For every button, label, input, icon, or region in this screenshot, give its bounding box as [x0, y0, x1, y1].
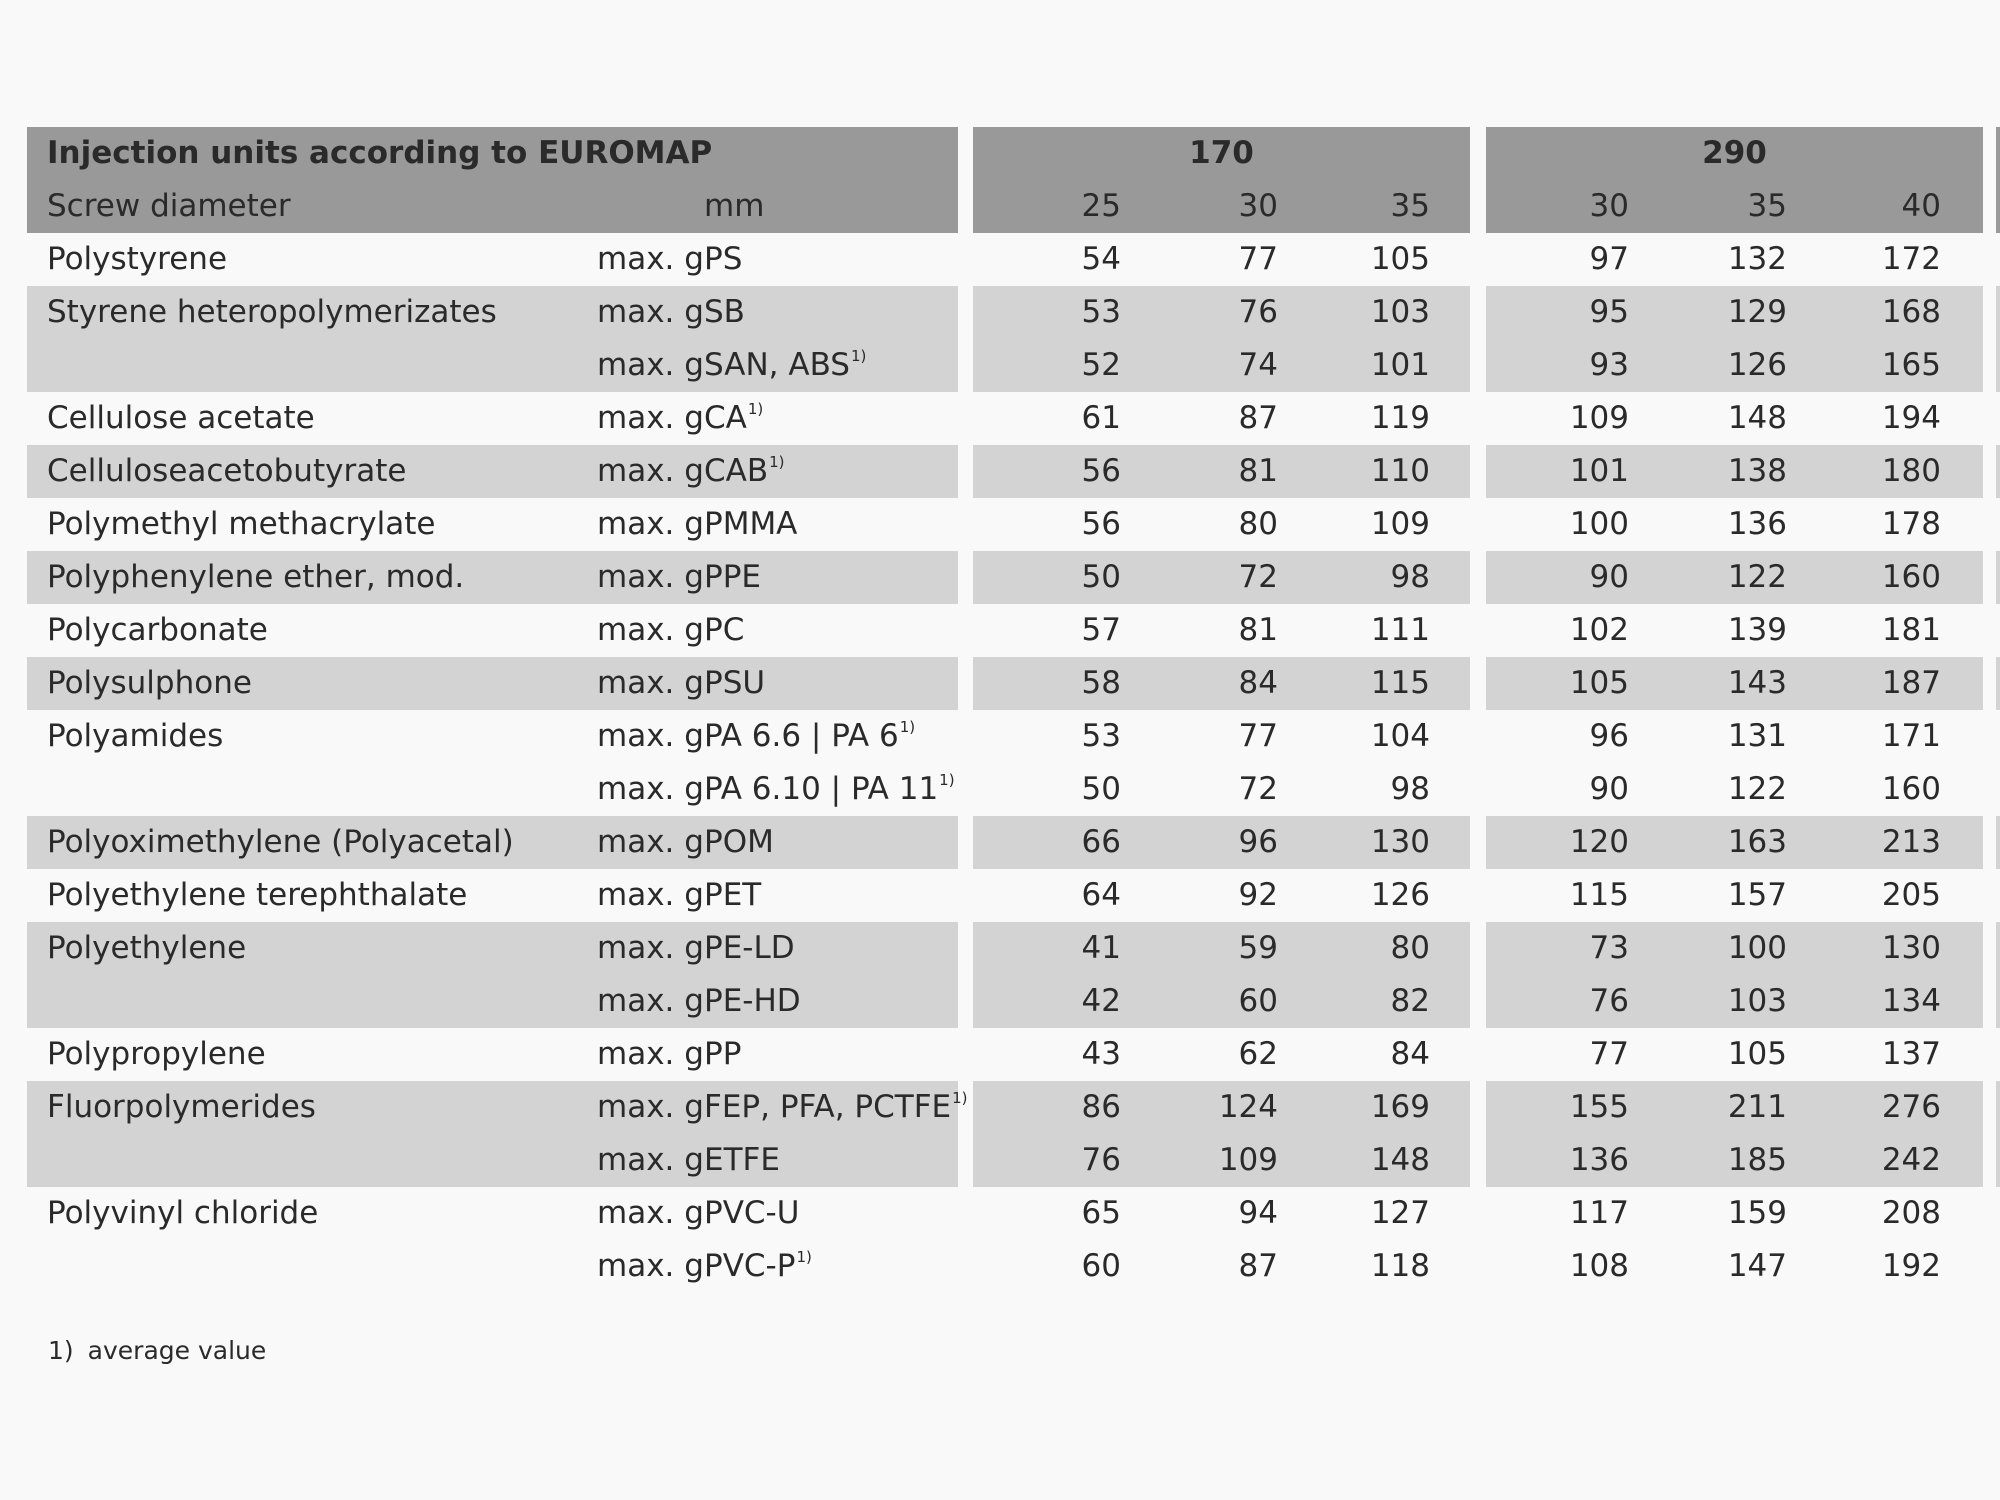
shot-weight-value: 109	[1370, 506, 1430, 542]
material-abbreviation: PS	[704, 241, 743, 277]
table-row	[27, 604, 2000, 657]
shot-weight-value: 143	[1727, 665, 1787, 701]
shot-weight-value: 137	[1881, 1036, 1941, 1072]
material-name: Polypropylene	[47, 1036, 266, 1072]
shot-weight-value: 181	[1881, 612, 1941, 648]
shot-weight-value: 134	[1881, 983, 1941, 1019]
shot-weight-value: 242	[1881, 1142, 1941, 1178]
shot-weight-value: 76	[1238, 294, 1278, 330]
max-g-label: max. g	[597, 1195, 704, 1231]
shot-weight-value: 126	[1370, 877, 1430, 913]
footnote-mark: 1)	[48, 1336, 74, 1365]
shot-weight-value: 81	[1238, 612, 1278, 648]
shot-weight-value: 72	[1238, 771, 1278, 807]
shot-weight-value: 95	[1589, 294, 1629, 330]
material-abbreviation: FEP, PFA, PCTFE	[704, 1089, 952, 1125]
shot-weight-value: 54	[1081, 241, 1121, 277]
shot-weight-value: 96	[1589, 718, 1629, 754]
shot-weight-value: 80	[1238, 506, 1278, 542]
screw-diameter-value: 35	[1390, 188, 1430, 224]
shot-weight-value: 119	[1370, 400, 1430, 436]
shot-weight-value: 59	[1238, 930, 1278, 966]
material-abbreviation: PVC-U	[704, 1195, 800, 1231]
shot-weight-value: 171	[1881, 718, 1941, 754]
shot-weight-value: 108	[1569, 1248, 1629, 1284]
shot-weight-value: 43	[1081, 1036, 1121, 1072]
shot-weight-value: 86	[1081, 1089, 1121, 1125]
footnote-reference: 1)	[796, 1248, 812, 1266]
material-abbreviation: CAB	[704, 453, 769, 489]
shot-weight-value: 276	[1881, 1089, 1941, 1125]
shot-weight-value: 187	[1881, 665, 1941, 701]
material-abbreviation: PA 6.10 | PA 11	[704, 771, 939, 807]
screw-diameter-unit: mm	[704, 188, 765, 224]
table-row	[27, 657, 2000, 710]
max-g-label: max. g	[597, 1142, 704, 1178]
shot-weight-value: 82	[1390, 983, 1430, 1019]
table-row	[27, 1187, 2000, 1240]
shot-weight-value: 192	[1881, 1248, 1941, 1284]
shot-weight-value: 92	[1238, 877, 1278, 913]
material-name: Polyethylene terephthalate	[47, 877, 468, 913]
shot-weight-value: 213	[1881, 824, 1941, 860]
table-row	[27, 922, 2000, 975]
shot-weight-value: 65	[1081, 1195, 1121, 1231]
shot-weight-value: 165	[1881, 347, 1941, 383]
footnote-reference: 1)	[850, 347, 867, 365]
material-abbreviation: PET	[704, 877, 762, 913]
material-abbreviation: ETFE	[704, 1142, 780, 1178]
max-g-label: max. g	[597, 506, 704, 542]
shot-weight-value: 104	[1370, 718, 1430, 754]
shot-weight-value: 117	[1569, 1195, 1629, 1231]
material-name: Polyoximethylene (Polyacetal)	[47, 824, 514, 860]
shot-weight-value: 97	[1589, 241, 1629, 277]
shot-weight-value: 126	[1727, 347, 1787, 383]
shot-weight-value: 74	[1238, 347, 1278, 383]
shot-weight-value: 118	[1370, 1248, 1430, 1284]
shot-weight-value: 53	[1081, 718, 1121, 754]
shot-weight-value: 148	[1727, 400, 1787, 436]
max-g-label: max. g	[597, 1089, 704, 1125]
shot-weight-value: 98	[1390, 559, 1430, 595]
material-name: Polymethyl methacrylate	[47, 506, 436, 542]
material-abbreviation: PVC-P	[704, 1248, 796, 1284]
footnote	[48, 1336, 266, 1365]
max-g-label: max. g	[597, 718, 704, 754]
shot-weight-value: 159	[1727, 1195, 1787, 1231]
table-body	[27, 233, 2000, 1293]
shot-weight-value: 93	[1589, 347, 1629, 383]
shot-weight-value: 136	[1727, 506, 1787, 542]
shot-weight-value: 73	[1589, 930, 1629, 966]
material-abbreviation-cell	[704, 1028, 741, 1081]
shot-weight-value: 147	[1727, 1248, 1787, 1284]
table-row	[27, 710, 2000, 763]
material-abbreviation: PE-HD	[704, 983, 801, 1019]
shot-weight-value: 148	[1370, 1142, 1430, 1178]
screw-diameter-label: Screw diameter	[47, 188, 291, 224]
footnote-reference: 1)	[769, 453, 785, 471]
footnote-reference: 1)	[939, 771, 955, 789]
table-row	[27, 498, 2000, 551]
shot-weight-value: 129	[1727, 294, 1787, 330]
material-name: Polyvinyl chloride	[47, 1195, 319, 1231]
shot-weight-value: 84	[1238, 665, 1278, 701]
shot-weight-value: 61	[1081, 400, 1121, 436]
shot-weight-value: 115	[1370, 665, 1430, 701]
shot-weight-value: 66	[1081, 824, 1121, 860]
material-name: Polystyrene	[47, 241, 228, 277]
screw-diameter-value: 40	[1901, 188, 1941, 224]
shot-weight-value: 115	[1569, 877, 1629, 913]
footnote-reference: 1)	[899, 718, 916, 736]
shot-weight-value: 76	[1589, 983, 1629, 1019]
max-g-label: max. g	[597, 1248, 704, 1284]
table-row	[27, 551, 2000, 604]
shot-weight-value: 101	[1370, 347, 1430, 383]
shot-weight-value: 130	[1370, 824, 1430, 860]
material-abbreviation: PC	[704, 612, 745, 648]
shot-weight-value: 110	[1370, 453, 1430, 489]
shot-weight-value: 101	[1569, 453, 1629, 489]
shot-weight-value: 155	[1569, 1089, 1629, 1125]
material-abbreviation-cell	[704, 286, 745, 339]
shot-weight-value: 111	[1370, 612, 1430, 648]
shot-weight-value: 90	[1589, 559, 1629, 595]
screw-diameter-value: 30	[1238, 188, 1278, 224]
material-name: Styrene heteropolymerizates	[47, 294, 497, 330]
shot-weight-value: 122	[1727, 559, 1787, 595]
footnote-reference: 1)	[747, 400, 764, 418]
material-abbreviation-cell	[704, 1134, 780, 1187]
shot-weight-value: 84	[1390, 1036, 1430, 1072]
material-name: Polyamides	[47, 718, 224, 754]
shot-weight-value: 72	[1238, 559, 1278, 595]
material-abbreviation-cell	[704, 1240, 812, 1293]
table-row	[27, 286, 2000, 339]
shot-weight-value: 56	[1081, 506, 1121, 542]
shot-weight-value: 160	[1881, 559, 1941, 595]
max-g-label: max. g	[597, 453, 704, 489]
material-abbreviation-cell	[704, 869, 761, 922]
shot-weight-value: 96	[1238, 824, 1278, 860]
material-abbreviation: POM	[704, 824, 774, 860]
material-abbreviation: SB	[704, 294, 745, 330]
material-abbreviation-cell	[704, 1081, 968, 1134]
max-g-label: max. g	[597, 930, 704, 966]
injection-unit-group-label: 290	[1702, 135, 1767, 171]
table-row	[27, 975, 2000, 1028]
table-row	[27, 1134, 2000, 1187]
shot-weight-value: 109	[1218, 1142, 1278, 1178]
material-abbreviation: PMMA	[704, 506, 798, 542]
shot-weight-value: 211	[1727, 1089, 1787, 1125]
table-row	[27, 1240, 2000, 1293]
shot-weight-value: 50	[1081, 559, 1121, 595]
shot-weight-value: 103	[1727, 983, 1787, 1019]
material-abbreviation-cell	[704, 922, 795, 975]
shot-weight-value: 76	[1081, 1142, 1121, 1178]
shot-weight-value: 132	[1727, 241, 1787, 277]
material-name: Polysulphone	[47, 665, 252, 701]
shot-weight-value: 130	[1881, 930, 1941, 966]
shot-weight-value: 105	[1370, 241, 1430, 277]
table-title: Injection units according to EUROMAP	[47, 135, 713, 171]
max-g-label: max. g	[597, 1036, 704, 1072]
table-row	[27, 1028, 2000, 1081]
shot-weight-value: 50	[1081, 771, 1121, 807]
material-name: Polyphenylene ether, mod.	[47, 559, 465, 595]
material-name: Polyethylene	[47, 930, 247, 966]
table-row	[27, 233, 2000, 286]
max-g-label: max. g	[597, 824, 704, 860]
shot-weight-value: 52	[1081, 347, 1121, 383]
max-g-label: max. g	[597, 294, 704, 330]
shot-weight-value: 80	[1390, 930, 1430, 966]
material-abbreviation-cell	[704, 604, 744, 657]
footnote-reference: 1)	[952, 1089, 968, 1107]
max-g-label: max. g	[597, 983, 704, 1019]
shot-weight-value: 208	[1881, 1195, 1941, 1231]
shot-weight-value: 77	[1589, 1036, 1629, 1072]
shot-weight-value: 163	[1727, 824, 1787, 860]
shot-weight-value: 90	[1589, 771, 1629, 807]
shot-weight-value: 58	[1081, 665, 1121, 701]
shot-weight-value: 94	[1238, 1195, 1278, 1231]
shot-weight-value: 127	[1370, 1195, 1430, 1231]
shot-weight-value: 180	[1881, 453, 1941, 489]
max-g-label: max. g	[597, 241, 704, 277]
material-abbreviation-cell	[704, 657, 765, 710]
shot-weight-value: 131	[1727, 718, 1787, 754]
shot-weight-value: 42	[1081, 983, 1121, 1019]
shot-weight-value: 168	[1881, 294, 1941, 330]
material-abbreviation-cell	[704, 763, 955, 816]
shot-weight-value: 205	[1881, 877, 1941, 913]
table-header-row-screw	[27, 180, 2000, 233]
shot-weight-value: 185	[1727, 1142, 1787, 1178]
shot-weight-value: 81	[1238, 453, 1278, 489]
material-abbreviation-cell	[704, 975, 801, 1028]
shot-weight-value: 60	[1238, 983, 1278, 1019]
shot-weight-value: 103	[1370, 294, 1430, 330]
max-g-label: max. g	[597, 559, 704, 595]
max-g-label: max. g	[597, 771, 704, 807]
shot-weight-value: 41	[1081, 930, 1121, 966]
material-abbreviation-cell	[704, 498, 797, 551]
shot-weight-value: 136	[1569, 1142, 1629, 1178]
max-g-label: max. g	[597, 665, 704, 701]
material-abbreviation-cell	[704, 1187, 799, 1240]
shot-weight-value: 98	[1390, 771, 1430, 807]
shot-weight-value: 105	[1727, 1036, 1787, 1072]
shot-weight-value: 87	[1238, 1248, 1278, 1284]
table-row	[27, 339, 2000, 392]
shot-weight-value: 56	[1081, 453, 1121, 489]
shot-weight-value: 100	[1727, 930, 1787, 966]
screw-diameter-value: 25	[1081, 188, 1121, 224]
material-abbreviation: PE-LD	[704, 930, 795, 966]
material-abbreviation-cell	[704, 551, 761, 604]
shot-weight-value: 157	[1727, 877, 1787, 913]
shot-weight-value: 169	[1370, 1089, 1430, 1125]
shot-weight-value: 194	[1881, 400, 1941, 436]
material-abbreviation: PPE	[704, 559, 761, 595]
shot-weight-value: 57	[1081, 612, 1121, 648]
shot-weight-value: 109	[1569, 400, 1629, 436]
table-row	[27, 763, 2000, 816]
material-name: Celluloseacetobutyrate	[47, 453, 407, 489]
material-abbreviation-cell	[704, 710, 915, 763]
material-abbreviation-cell	[704, 233, 742, 286]
table-row	[27, 445, 2000, 498]
material-name: Cellulose acetate	[47, 400, 315, 436]
material-abbreviation: PA 6.6 | PA 6	[704, 718, 899, 754]
material-name: Fluorpolymerides	[47, 1089, 316, 1125]
shot-weight-value: 87	[1238, 400, 1278, 436]
shot-weight-value: 172	[1881, 241, 1941, 277]
material-abbreviation-cell	[704, 392, 763, 445]
material-abbreviation-cell	[704, 339, 866, 392]
material-abbreviation: CA	[704, 400, 747, 436]
table-row	[27, 869, 2000, 922]
material-abbreviation-cell	[704, 445, 785, 498]
shot-weight-value: 122	[1727, 771, 1787, 807]
shot-weight-value: 77	[1238, 241, 1278, 277]
screw-diameter-value: 35	[1747, 188, 1787, 224]
max-g-label: max. g	[597, 612, 704, 648]
shot-weight-value: 60	[1081, 1248, 1121, 1284]
table-header-row-title	[27, 127, 2000, 180]
max-g-label: max. g	[597, 347, 704, 383]
shot-weight-value: 77	[1238, 718, 1278, 754]
table-row	[27, 1081, 2000, 1134]
material-abbreviation: PP	[704, 1036, 742, 1072]
footnote-text: average value	[87, 1336, 267, 1365]
shot-weight-value: 139	[1727, 612, 1787, 648]
material-abbreviation-cell	[704, 816, 774, 869]
shot-weight-value: 105	[1569, 665, 1629, 701]
shot-weight-value: 64	[1081, 877, 1121, 913]
table-row	[27, 392, 2000, 445]
shot-weight-value: 53	[1081, 294, 1121, 330]
shot-weight-value: 138	[1727, 453, 1787, 489]
shot-weight-value: 100	[1569, 506, 1629, 542]
material-abbreviation: SAN, ABS	[704, 347, 850, 383]
max-g-label: max. g	[597, 400, 704, 436]
shot-weight-value: 160	[1881, 771, 1941, 807]
max-g-label: max. g	[597, 877, 704, 913]
material-abbreviation: PSU	[704, 665, 766, 701]
screw-diameter-value: 30	[1589, 188, 1629, 224]
shot-weight-value: 120	[1569, 824, 1629, 860]
table-row	[27, 816, 2000, 869]
injection-unit-group-label: 170	[1189, 135, 1254, 171]
shot-weight-value: 62	[1238, 1036, 1278, 1072]
shot-weight-value: 178	[1881, 506, 1941, 542]
shot-weight-value: 124	[1218, 1089, 1278, 1125]
injection-units-table	[27, 127, 2000, 1293]
material-name: Polycarbonate	[47, 612, 268, 648]
shot-weight-value: 102	[1569, 612, 1629, 648]
